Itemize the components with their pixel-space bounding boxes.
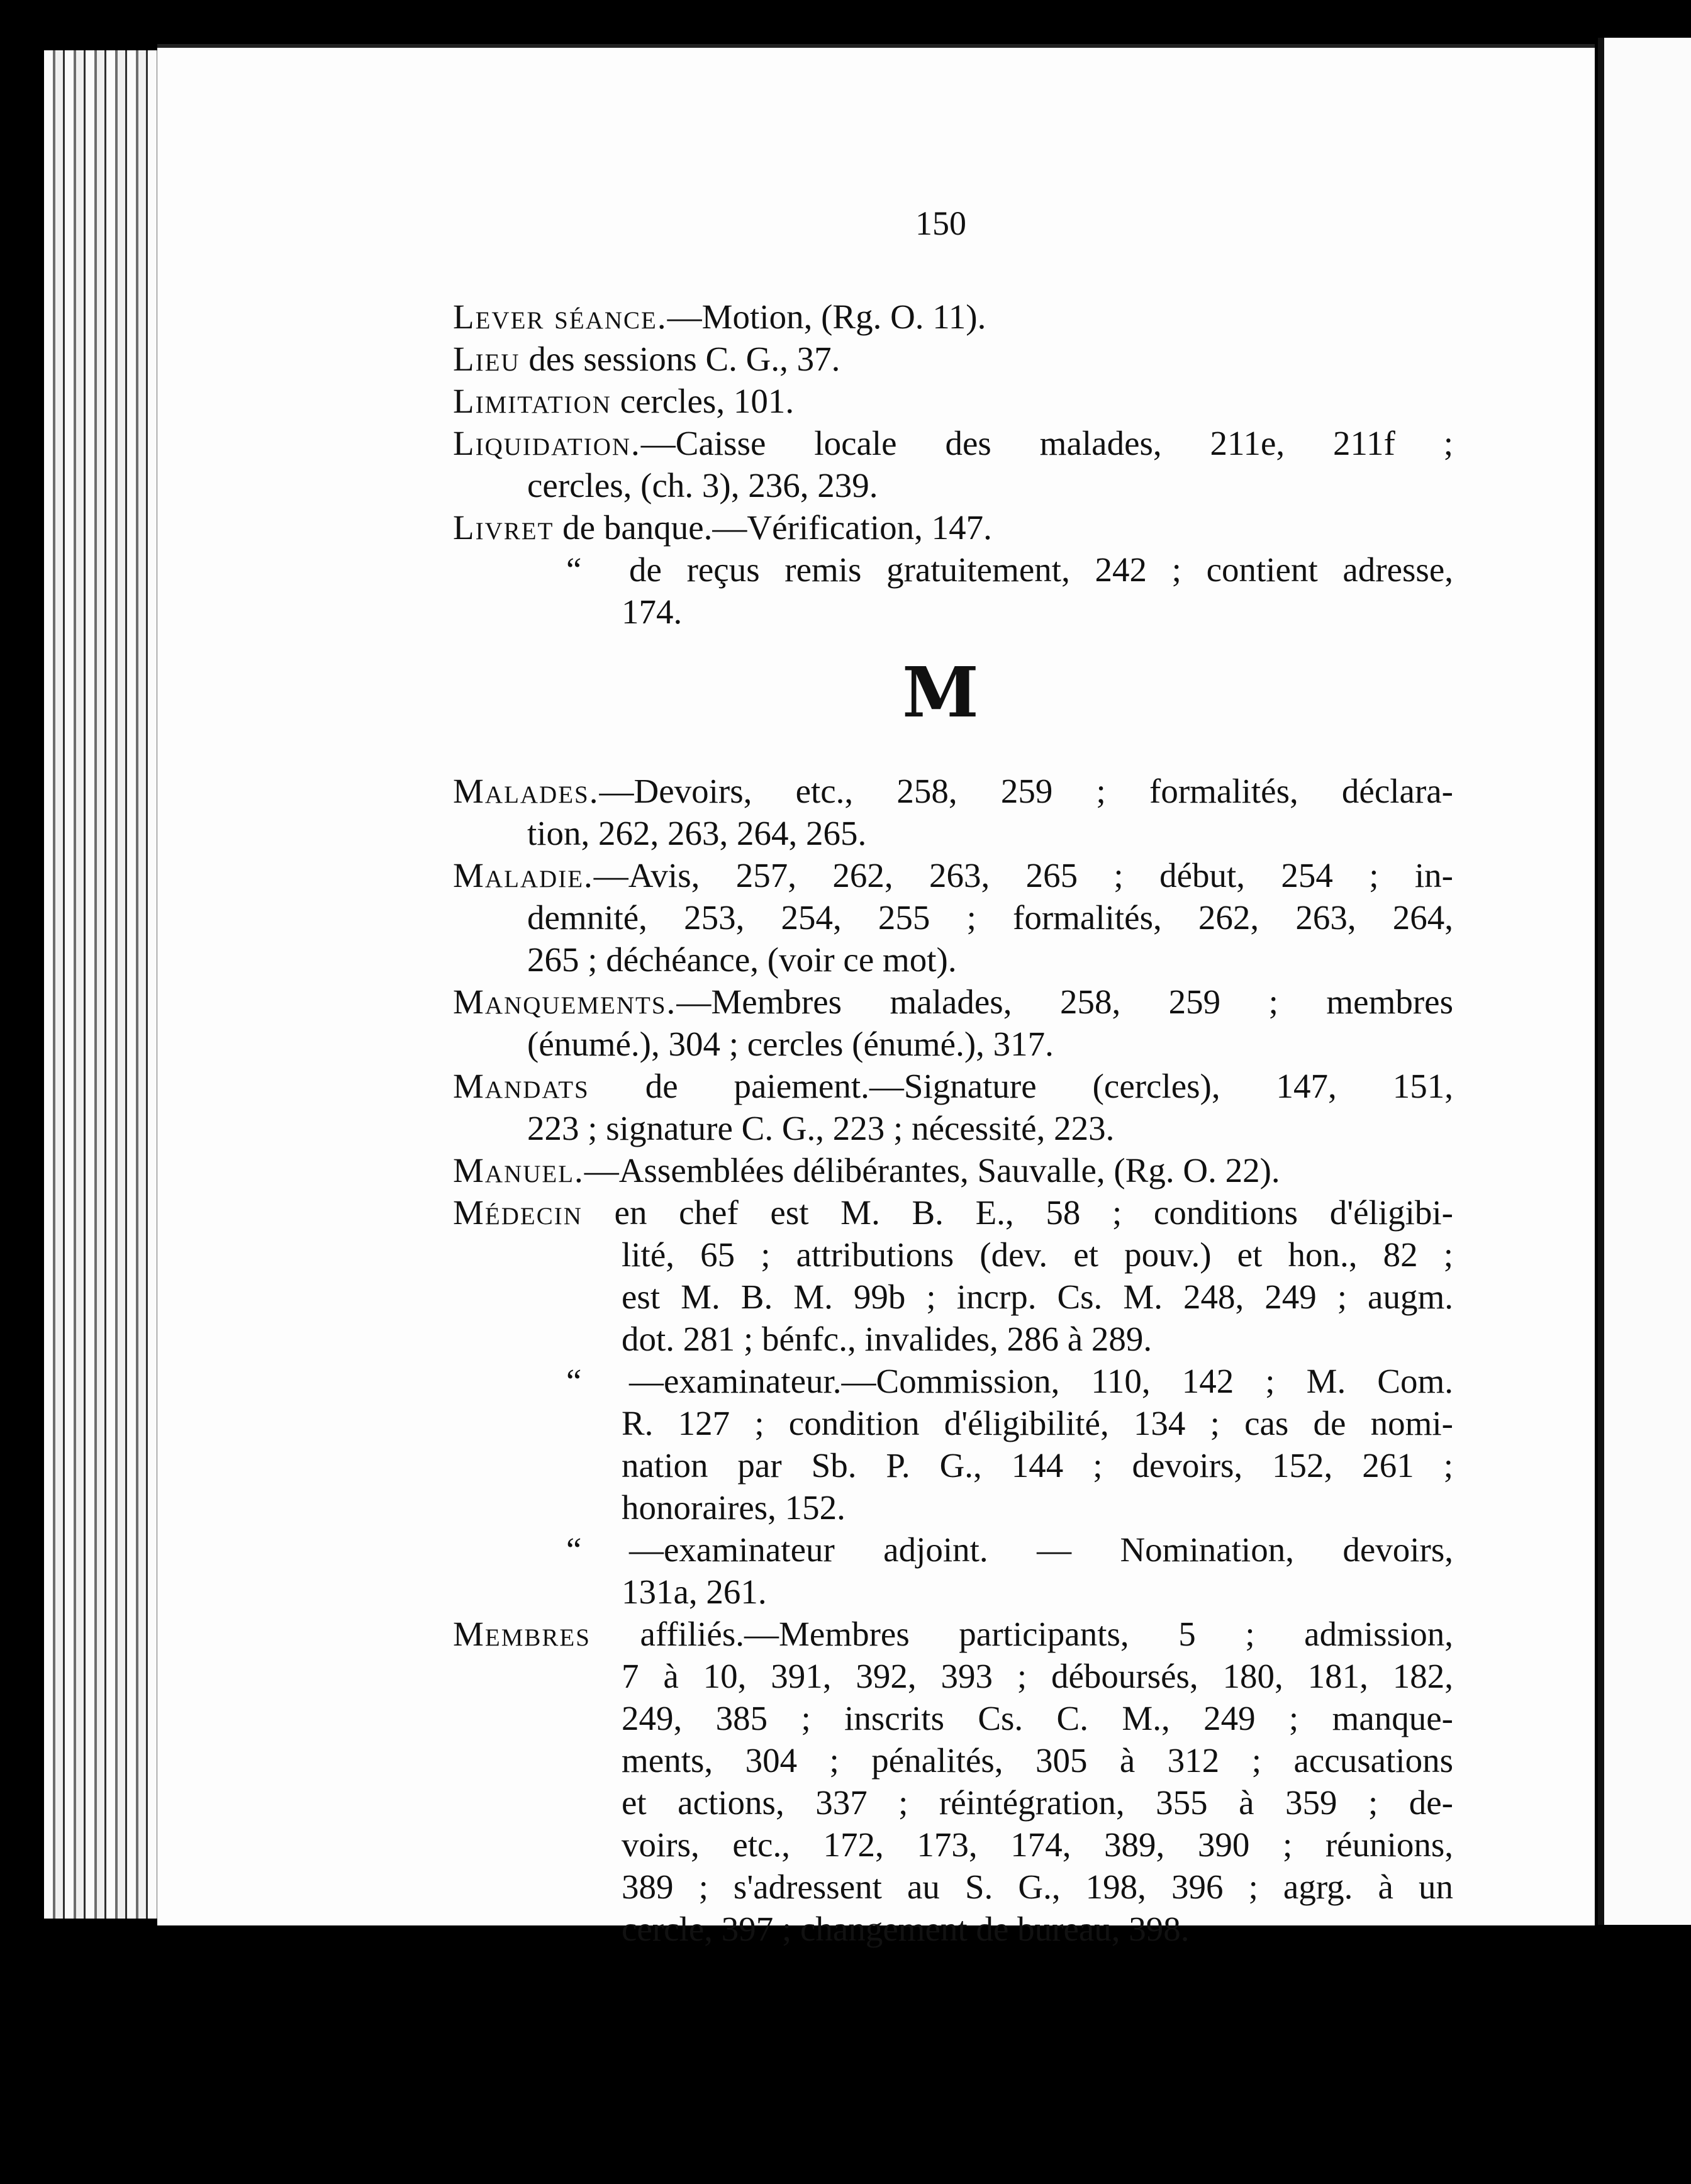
headword: Manuel. (453, 1151, 584, 1190)
headword: Lieu (453, 340, 520, 378)
headword: Manquements. (453, 983, 677, 1021)
entry-text: —Avis, 257, 262, 263, 265 ; début, 254 ; in- (593, 856, 1453, 894)
index-subentry-medecin-examinateur (453, 1360, 1453, 1529)
entry-text: cercles, (ch. 3), 236, 239. (527, 466, 878, 504)
entry-text: demnité, 253, 254, 255 ; formalités, 262, 263, 264, (527, 898, 1453, 937)
headword: Mandats (453, 1067, 589, 1105)
entry-text: affiliés.—Membres participants, 5 ; admission, (590, 1615, 1453, 1653)
index-entry-limitation (453, 380, 1453, 422)
index-entry-manquements (453, 981, 1453, 1065)
entry-text: dot. 281 ; bénfc., invalides, 286 à 289. (622, 1320, 1152, 1358)
headword: Malades. (453, 772, 600, 810)
entry-text: —Membres malades, 258, 259 ; membres (676, 983, 1453, 1021)
headword: Lever séance. (453, 298, 667, 336)
index-entry-maladie (453, 854, 1453, 981)
headword: Membres (453, 1615, 591, 1653)
entry-text: 174. (622, 593, 683, 631)
index-entry-mandats (453, 1065, 1453, 1149)
entry-text: 7 à 10, 391, 392, 393 ; déboursés, 180, 181, 182, (622, 1657, 1453, 1695)
entry-text: de reçus remis gratuitement, 242 ; contient adresse, (629, 550, 1453, 589)
headword: Liquidation. (453, 424, 641, 462)
entry-text: 131a, 261. (622, 1573, 767, 1611)
headword: Livret (453, 508, 554, 547)
entry-text: R. 127 ; condition d'éligibilité, 134 ; cas de nomi- (622, 1404, 1453, 1442)
ditto-mark: “ (566, 550, 582, 589)
index-entry-liquidation (453, 422, 1453, 506)
entry-text: —Devoirs, etc., 258, 259 ; formalités, déclara- (599, 772, 1453, 810)
index-entry-livret (453, 506, 1453, 549)
entry-text: de banque.—Vérification, 147. (554, 508, 992, 547)
entry-text: 249, 385 ; inscrits Cs. C. M., 249 ; manque- (622, 1699, 1453, 1737)
entry-text: cercles, 101. (611, 382, 795, 420)
entry-text: 389 ; s'adressent au S. G., 198, 396 ; agrg. à un (622, 1868, 1453, 1906)
entry-text: —examinateur.—Commission, 110, 142 ; M. Com. (629, 1362, 1453, 1400)
entry-text: des sessions C. G., 37. (520, 340, 840, 378)
section-letter-heading: M (902, 652, 979, 733)
entry-text: —examinateur adjoint. — Nomination, devoirs, (629, 1530, 1453, 1569)
index-entry-medecin (453, 1191, 1453, 1360)
entry-text: est M. B. M. 99b ; incrp. Cs. M. 248, 249 ; augm. (622, 1278, 1453, 1316)
entry-text: —Caisse locale des malades, 211e, 211f ; (640, 424, 1453, 462)
index-subentry-medecin-examinateur-adjoint (453, 1529, 1453, 1613)
entry-text: et actions, 337 ; réintégration, 355 à 359 ; de- (622, 1783, 1453, 1822)
ditto-mark: “ (566, 1362, 582, 1400)
entry-text: —Motion, (Rg. O. 11). (667, 298, 986, 336)
facing-page-edge (1598, 38, 1691, 1925)
ditto-mark: “ (566, 1530, 582, 1569)
page-number: 150 (915, 204, 966, 242)
entry-text: (énumé.), 304 ; cercles (énumé.), 317. (527, 1025, 1054, 1063)
entry-text: cercle, 397 ; changement de bureau, 398. (622, 1910, 1190, 1948)
entry-text: 265 ; déchéance, (voir ce mot). (527, 940, 957, 979)
entry-text: lité, 65 ; attributions (dev. et pouv.) et hon., 82 ; (622, 1235, 1453, 1274)
index-entry-manuel (453, 1149, 1453, 1191)
index-subentry-livret-recus (453, 549, 1453, 633)
index-column (453, 296, 1453, 1950)
entry-text: tion, 262, 263, 264, 265. (527, 814, 867, 852)
entry-text: honoraires, 152. (622, 1488, 846, 1527)
entry-text: 223 ; signature C. G., 223 ; nécessité, 223. (527, 1109, 1115, 1147)
index-entry-lever (453, 296, 1453, 338)
headword: Limitation (453, 382, 611, 420)
entry-text: ments, 304 ; pénalités, 305 à 312 ; accusations (622, 1741, 1453, 1780)
entry-text: en chef est M. B. E., 58 ; conditions d'éligibi- (582, 1193, 1453, 1232)
headword: Médecin (453, 1193, 583, 1232)
stacked-page-edges (44, 50, 170, 1919)
headword: Maladie. (453, 856, 594, 894)
entry-text: —Assemblées délibérantes, Sauvalle, (Rg. O. 22). (584, 1151, 1280, 1190)
entry-text: voirs, etc., 172, 173, 174, 389, 390 ; réunions, (622, 1825, 1453, 1864)
entry-text: de paiement.—Signature (cercles), 147, 151, (589, 1067, 1453, 1105)
index-entry-lieu (453, 338, 1453, 380)
entry-text: nation par Sb. P. G., 144 ; devoirs, 152, 261 ; (622, 1446, 1453, 1485)
index-entry-membres (453, 1613, 1453, 1950)
index-entry-malades (453, 770, 1453, 854)
